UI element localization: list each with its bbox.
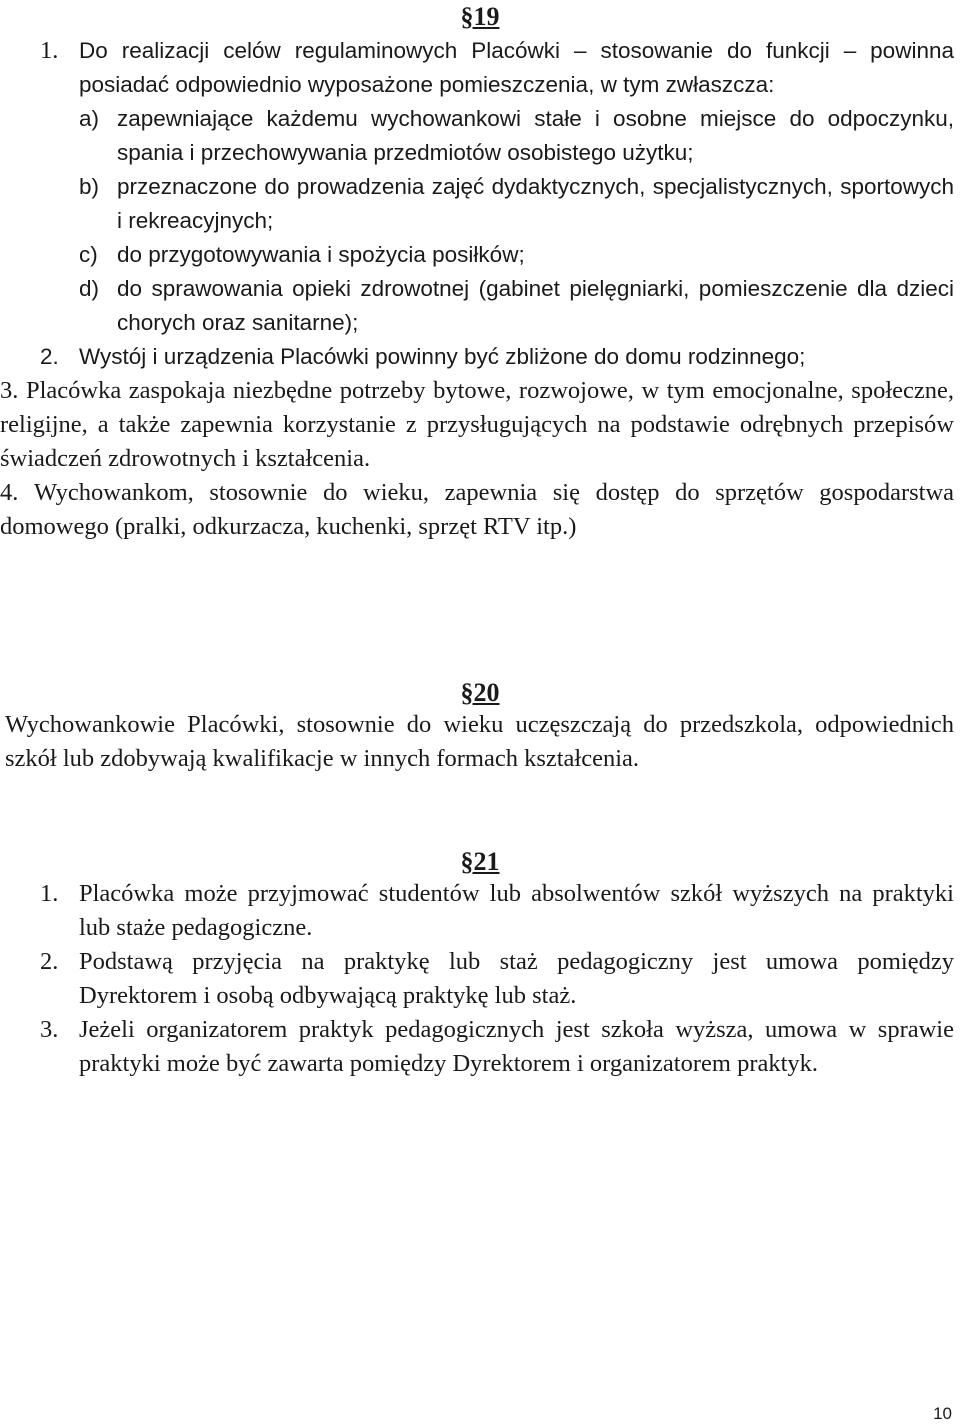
paragraph-19-2 xyxy=(0,340,960,374)
paragraph-text: Wystój i urządzenia Placówki powinny być zbliżone do domu rodzinnego; xyxy=(79,344,806,369)
list-item-text: zapewniające każdemu wychowankowi stałe i osobne miejsce do odpoczynku, spania i przechowywania przedmiotów osobistego użytku; xyxy=(117,106,954,165)
list-item-text: do przygotowywania i spożycia posiłków; xyxy=(117,242,525,267)
paragraph-text: Do realizacji celów regulaminowych Placówki – stosowanie do funkcji – powinna posiadać odpowiednio wyposażone pomieszczenia, w tym zwłaszcza: xyxy=(79,38,954,97)
paragraph-number: 1. xyxy=(40,37,59,64)
section-20-body xyxy=(0,708,960,776)
paragraph-text: Placówka może przyjmować studentów lub absolwentów szkół wyższych na praktyki lub staże pedagogiczne. xyxy=(79,880,954,941)
paragraph-text: Placówka zaspokaja niezbędne potrzeby bytowe, rozwojowe, w tym emocjonalne, społeczne, religijne, a także zapewnia korzystanie z przysługujących na podstawie odrębnych przepisów świadczeń zdrowotnych i kształcenia. xyxy=(0,377,954,472)
paragraph-19-1 xyxy=(0,34,960,102)
list-item-19-c xyxy=(0,238,960,272)
section-heading-19: §19 xyxy=(460,2,500,31)
paragraph-number: 2. xyxy=(40,948,59,975)
paragraph-number: 4. xyxy=(0,479,19,506)
list-item-text: przeznaczone do prowadzenia zajęć dydaktycznych, specjalistycznych, sportowych i rekreacyjnych; xyxy=(117,174,954,233)
paragraph-21-2 xyxy=(0,945,960,1013)
section-19-body xyxy=(0,34,960,544)
paragraph-number: 1. xyxy=(40,880,59,907)
section-21-body xyxy=(0,877,960,1081)
paragraph-19-4 xyxy=(0,476,960,544)
list-item-text: do sprawowania opieki zdrowotnej (gabinet pielęgniarki, pomieszczenie dla dzieci chorych oraz sanitarne); xyxy=(117,276,954,335)
list-item-label: a) xyxy=(79,106,100,131)
section-heading-20: §20 xyxy=(460,678,500,707)
paragraph-text: Wychowankom, stosownie do wieku, zapewnia się dostęp do sprzętów gospodarstwa domowego (pralki, odkurzacza, kuchenki, sprzęt RTV itp.) xyxy=(0,479,955,540)
paragraph-19-3 xyxy=(0,374,960,476)
paragraph-20: Wychowankowie Placówki, stosownie do wieku uczęszczają do przedszkola, odpowiednich szkół lub zdobywają kwalifikacje w innych formach kształcenia. xyxy=(5,711,954,772)
list-item-19-b xyxy=(0,170,960,238)
list-item-19-a xyxy=(0,102,960,170)
list-item-label: b) xyxy=(79,174,100,199)
list-item-label: c) xyxy=(79,242,98,267)
paragraph-text: Podstawą przyjęcia na praktykę lub staż pedagogiczny jest umowa pomiędzy Dyrektorem i osobą odbywającą praktykę lub staż. xyxy=(79,948,954,1009)
paragraph-number: 3. xyxy=(0,377,19,404)
page-number: 10 xyxy=(933,1404,952,1423)
list-item-19-d xyxy=(0,272,960,340)
paragraph-21-1 xyxy=(0,877,960,945)
list-item-label: d) xyxy=(79,276,100,301)
paragraph-21-3 xyxy=(0,1013,960,1081)
paragraph-number: 3. xyxy=(40,1016,59,1043)
paragraph-number: 2. xyxy=(40,344,59,369)
section-heading-21: §21 xyxy=(460,847,500,876)
paragraph-text: Jeżeli organizatorem praktyk pedagogicznych jest szkoła wyższa, umowa w sprawie praktyki może być zawarta pomiędzy Dyrektorem i organizatorem praktyk. xyxy=(79,1016,954,1077)
